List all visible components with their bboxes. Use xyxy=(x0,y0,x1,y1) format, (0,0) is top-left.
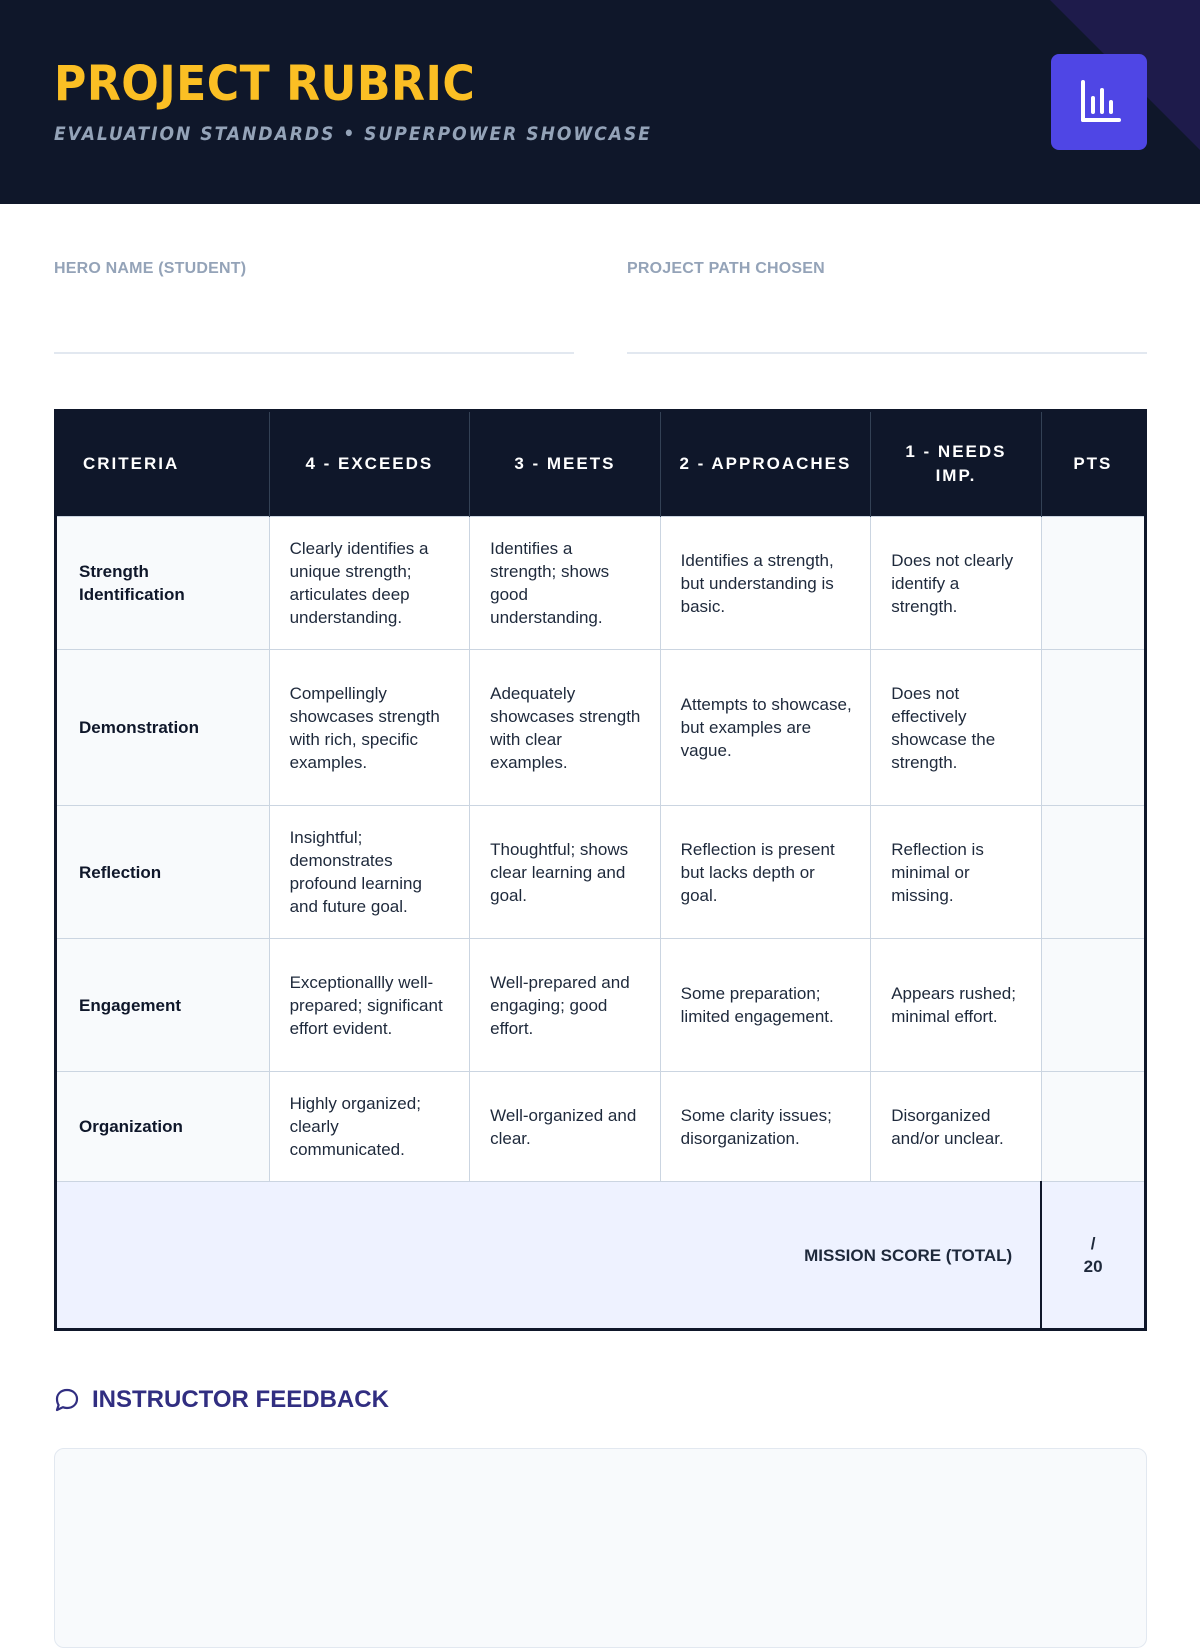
points-input-cell[interactable] xyxy=(1041,939,1145,1072)
needs-cell: Disorganized and/or unclear. xyxy=(871,1072,1041,1182)
approaches-cell: Some clarity issues; disorganization. xyxy=(660,1072,871,1182)
total-slash: / xyxy=(1090,1234,1096,1253)
approaches-cell: Some preparation; limited engagement. xyxy=(660,939,871,1072)
meets-cell: Well-prepared and engaging; good effort. xyxy=(470,939,661,1072)
total-score-cell[interactable] xyxy=(1041,1182,1145,1330)
feedback-heading xyxy=(54,1386,389,1414)
table-row xyxy=(56,806,1146,939)
total-row xyxy=(56,1182,1146,1330)
hero-name-field[interactable] xyxy=(54,352,574,354)
chat-bubble-icon xyxy=(54,1387,80,1413)
page-header xyxy=(0,0,1200,204)
criteria-cell: Organization xyxy=(56,1072,270,1182)
header-exceeds: 4 - EXCEEDS xyxy=(269,411,470,517)
header-approaches: 2 - APPROACHES xyxy=(660,411,871,517)
points-input-cell[interactable] xyxy=(1041,806,1145,939)
rubric-table xyxy=(54,409,1147,1331)
page-subtitle: EVALUATION STANDARDS • SUPERPOWER SHOWCASE xyxy=(54,123,652,145)
meets-cell: Well-organized and clear. xyxy=(470,1072,661,1182)
approaches-cell: Reflection is present but lacks depth or goal. xyxy=(660,806,871,939)
points-input-cell[interactable] xyxy=(1041,1072,1145,1182)
table-row xyxy=(56,939,1146,1072)
total-label: MISSION SCORE (TOTAL) xyxy=(56,1182,1042,1330)
table-row xyxy=(56,1072,1146,1182)
table-row xyxy=(56,650,1146,806)
project-path-field[interactable] xyxy=(627,352,1147,354)
approaches-cell: Identifies a strength, but understanding is basic. xyxy=(660,517,871,650)
exceeds-cell: Insightful; demonstrates profound learning and future goal. xyxy=(269,806,470,939)
needs-cell: Appears rushed; minimal effort. xyxy=(871,939,1041,1072)
points-input-cell[interactable] xyxy=(1041,650,1145,806)
table-row xyxy=(56,517,1146,650)
page-title: PROJECT RUBRIC xyxy=(54,56,476,112)
logo-badge xyxy=(1051,54,1147,150)
table-header-row xyxy=(56,411,1146,517)
bar-chart-icon xyxy=(1075,78,1123,126)
header-points: PTS xyxy=(1041,411,1145,517)
needs-cell: Reflection is minimal or missing. xyxy=(871,806,1041,939)
hero-name-label: HERO NAME (STUDENT) xyxy=(54,260,247,277)
needs-cell: Does not effectively showcase the strength. xyxy=(871,650,1041,806)
exceeds-cell: Highly organized; clearly communicated. xyxy=(269,1072,470,1182)
project-path-label: PROJECT PATH CHOSEN xyxy=(627,260,825,277)
points-input-cell[interactable] xyxy=(1041,517,1145,650)
meets-cell: Identifies a strength; shows good understanding. xyxy=(470,517,661,650)
header-criteria: CRITERIA xyxy=(56,411,270,517)
meets-cell: Adequately showcases strength with clear examples. xyxy=(470,650,661,806)
criteria-cell: Reflection xyxy=(56,806,270,939)
criteria-cell: Demonstration xyxy=(56,650,270,806)
feedback-textarea[interactable] xyxy=(54,1448,1147,1648)
exceeds-cell: Clearly identifies a unique strength; articulates deep understanding. xyxy=(269,517,470,650)
meets-cell: Thoughtful; shows clear learning and goal. xyxy=(470,806,661,939)
criteria-cell: Strength Identification xyxy=(56,517,270,650)
criteria-cell: Engagement xyxy=(56,939,270,1072)
header-needs-improvement: 1 - NEEDS IMP. xyxy=(871,411,1041,517)
exceeds-cell: Compellingly showcases strength with rich, specific examples. xyxy=(269,650,470,806)
needs-cell: Does not clearly identify a strength. xyxy=(871,517,1041,650)
total-max: 20 xyxy=(1083,1257,1103,1276)
feedback-title: INSTRUCTOR FEEDBACK xyxy=(92,1386,389,1413)
approaches-cell: Attempts to showcase, but examples are vague. xyxy=(660,650,871,806)
exceeds-cell: Exceptionallly well-prepared; significant effort evident. xyxy=(269,939,470,1072)
header-meets: 3 - MEETS xyxy=(470,411,661,517)
